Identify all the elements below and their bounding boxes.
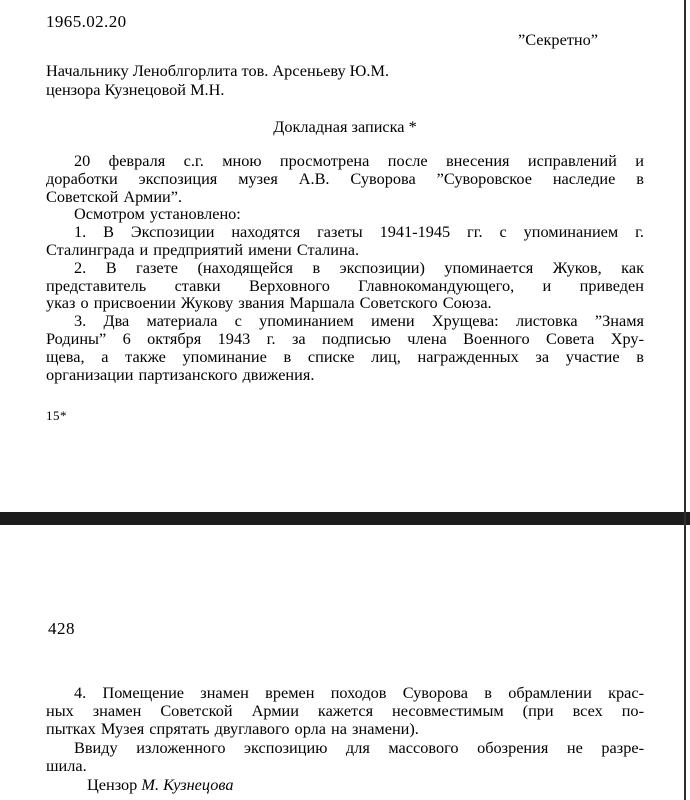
paragraph xyxy=(46,739,644,775)
signature-line xyxy=(46,776,644,794)
document-line: Сталинграда и предприятий имени Сталина. xyxy=(46,239,360,259)
addressee-line: цензора Кузнецовой М.Н. xyxy=(46,79,225,99)
censor-name: М. Кузнецова xyxy=(141,774,234,794)
document-line: щева, а также упоминание в списке лиц, награжденных за участие в xyxy=(46,346,644,366)
page-number: 428 xyxy=(48,619,75,638)
paragraph xyxy=(46,205,644,223)
document-line: представитель ставки Верховного Главнокомандующего, и приведен xyxy=(46,275,644,295)
report-body xyxy=(46,152,644,383)
upper-page xyxy=(46,13,644,424)
page-break-bar xyxy=(0,512,690,525)
paragraph xyxy=(46,312,644,383)
classification-stamp: ”Секретно” xyxy=(518,30,598,49)
document-line: 20 февраля с.г. мною просмотрена после внесения исправлений и xyxy=(74,151,644,170)
document-line: 3. Два материала с упоминанием имени Хрущева: листовка ”Знамя xyxy=(74,311,644,331)
document-line: пытках Музея спрятать двуглавого орла на знамени). xyxy=(46,719,419,739)
document-line: доработки экспозиция музея А.В. Суворова ”Суворовское наследие в xyxy=(46,168,644,188)
document-line: Советской Армии”. xyxy=(46,186,183,206)
document-line: Ввиду изложенного экспозицию для массового обозрения не разре- xyxy=(74,737,644,757)
document-line: 2. В газете (находящейся в экспозиции) упоминается Жуков, как xyxy=(74,257,644,277)
document-line: шила. xyxy=(46,755,87,775)
document-line: ных знамен Советской Армии кажется несовместимым (при всех по- xyxy=(46,701,644,721)
footnote-marker: 15* xyxy=(46,408,67,424)
document-line: организации партизанского движения. xyxy=(46,364,315,384)
censor-label: Цензор xyxy=(87,774,138,794)
lower-page xyxy=(46,684,644,794)
page-edge-line xyxy=(684,0,686,800)
paragraph xyxy=(46,223,644,259)
document-line: 1. В Экспозиции находятся газеты 1941-1945 гг. с упоминанием г. xyxy=(74,222,644,242)
report-title: Докладная записка * xyxy=(273,117,417,136)
document-line: указ о присвоении Жукову звания Маршала Советского Союза. xyxy=(46,293,492,313)
addressee-line: Начальнику Леноблгорлита тов. Арсеньеву Ю.М. xyxy=(46,61,390,80)
document-date: 1965.02.20 xyxy=(46,12,127,31)
paragraph xyxy=(46,684,644,739)
paragraph xyxy=(46,259,644,312)
paragraph xyxy=(46,152,644,205)
document-line: Осмотром установлено: xyxy=(74,204,241,224)
document-line: 4. Помещение знамен времен походов Суворова в обрамлении крас- xyxy=(74,683,644,702)
document-line: Родины” 6 октября 1943 г. за подписью члена Военного Совета Хру- xyxy=(46,328,644,348)
addressee-block xyxy=(46,62,644,99)
